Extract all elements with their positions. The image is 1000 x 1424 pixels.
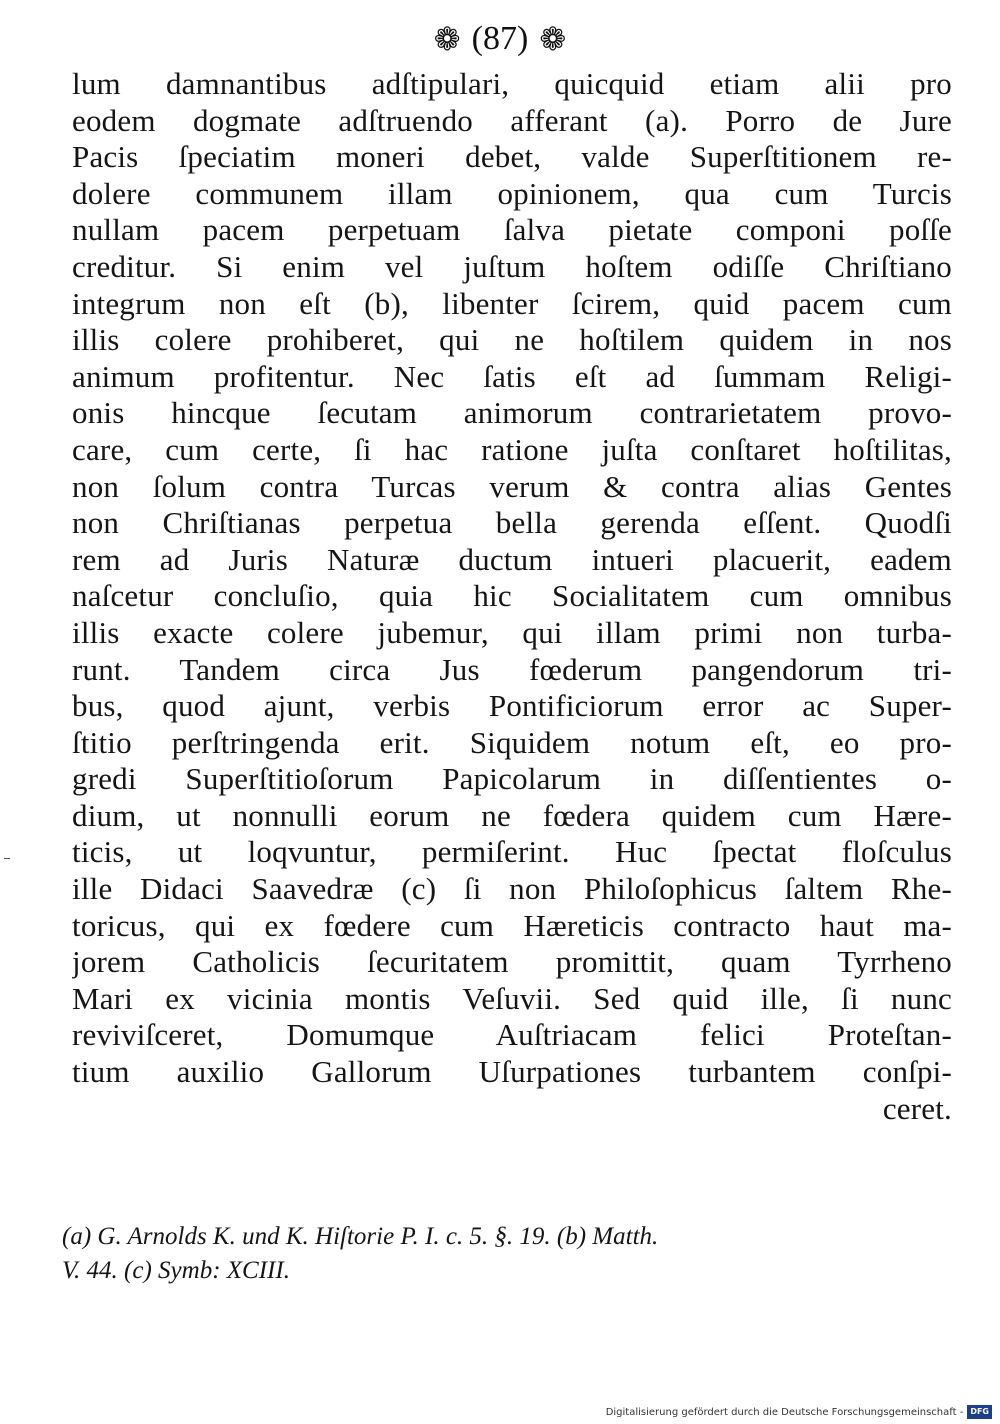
text-line: bus, quod ajunt, verbis Pontificiorum error ac Super- bbox=[72, 688, 952, 724]
digitization-credit bbox=[606, 1404, 992, 1420]
page-number: (87) bbox=[471, 20, 529, 57]
text-line: lum damnantibus adſtipulari, quicquid etiam alii pro bbox=[72, 66, 952, 101]
text-line: creditur. Si enim vel juſtum hoſtem odiſſe Chriſtiano bbox=[72, 248, 952, 284]
text-line: non Chriſtianas perpetua bella gerenda eſſent. Quodſi bbox=[72, 505, 952, 541]
text-line: integrum non eſt (b), libenter ſcirem, quid pacem cum bbox=[72, 285, 952, 321]
flower-ornament-icon: ❁ bbox=[433, 20, 461, 58]
text-line: ceret. bbox=[882, 1090, 952, 1126]
text-line: eodem dogmate adſtruendo afferant (a). Porro de Jure bbox=[72, 102, 952, 138]
text-line: Mari ex vicinia montis Veſuvii. Sed quid ille, ſi nunc bbox=[72, 980, 952, 1016]
text-line: illis colere prohiberet, qui ne hoſtilem quidem in nos bbox=[72, 322, 952, 358]
dfg-logo: DFG bbox=[967, 1405, 992, 1419]
text-line: dium, ut nonnulli eorum ne fœdera quidem cum Hære- bbox=[72, 797, 952, 833]
text-line: nullam pacem perpetuam ſalva pietate componi poſſe bbox=[72, 212, 952, 248]
text-line: rem ad Juris Naturæ ductum intueri placuerit, eadem bbox=[72, 541, 952, 577]
text-line: runt. Tandem circa Jus fœderum pangendorum tri- bbox=[72, 651, 952, 687]
text-line: dolere communem illam opinionem, qua cum Turcis bbox=[72, 175, 952, 211]
footnotes bbox=[62, 1220, 942, 1288]
text-line: non ſolum contra Turcas verum & contra alias Gentes bbox=[72, 468, 952, 504]
text-line: reviviſceret, Domumque Auſtriacam felici Proteſtan- bbox=[72, 1017, 952, 1053]
footnote-line: (a) G. Arnolds K. und K. Hiſtorie P. I. c. 5. §. 19. (b) Matth. bbox=[62, 1223, 659, 1250]
text-line: toricus, qui ex fœdere cum Hæreticis contracto haut ma- bbox=[72, 907, 952, 943]
text-line: Pacis ſpeciatim moneri debet, valde Superſtitionem re- bbox=[72, 139, 952, 175]
text-line: jorem Catholicis ſecuritatem promittit, quam Tyrrheno bbox=[72, 944, 952, 980]
page-header bbox=[0, 14, 1000, 64]
text-line: gredi Superſtitioſorum Papicolarum in diſſentientes o- bbox=[72, 761, 952, 797]
text-line: care, cum certe, ſi hac ratione juſta conſtaret hoſtilitas, bbox=[72, 431, 952, 467]
text-line: tium auxilio Gallorum Uſurpationes turbantem conſpi- bbox=[72, 1054, 952, 1090]
body-text bbox=[72, 66, 952, 1127]
credit-text: Digitalisierung gefördert durch die Deutsche Forschungsgemeinschaft - bbox=[605, 1406, 964, 1418]
text-line: ſtitio perſtringenda erit. Siquidem notum eſt, eo pro- bbox=[72, 724, 952, 760]
text-line: ille Didaci Saavedræ (c) ſi non Philoſophicus ſaltem Rhe- bbox=[72, 871, 952, 907]
text-line: onis hincque ſecutam animorum contrarietatem provo- bbox=[72, 395, 952, 431]
text-line: naſcetur concluſio, quia hic Socialitatem cum omnibus bbox=[72, 578, 952, 614]
footnote-line: V. 44. (c) Symb: XCIII. bbox=[62, 1257, 290, 1284]
text-line: animum profitentur. Nec ſatis eſt ad ſummam Religi- bbox=[72, 358, 952, 394]
text-line: ticis, ut loqvuntur, permiſerint. Huc ſpectat floſculus bbox=[72, 834, 952, 870]
flower-ornament-icon: ❁ bbox=[539, 20, 567, 58]
scan-mark bbox=[4, 858, 10, 859]
text-line: illis exacte colere jubemur, qui illam primi non turba- bbox=[72, 614, 952, 650]
